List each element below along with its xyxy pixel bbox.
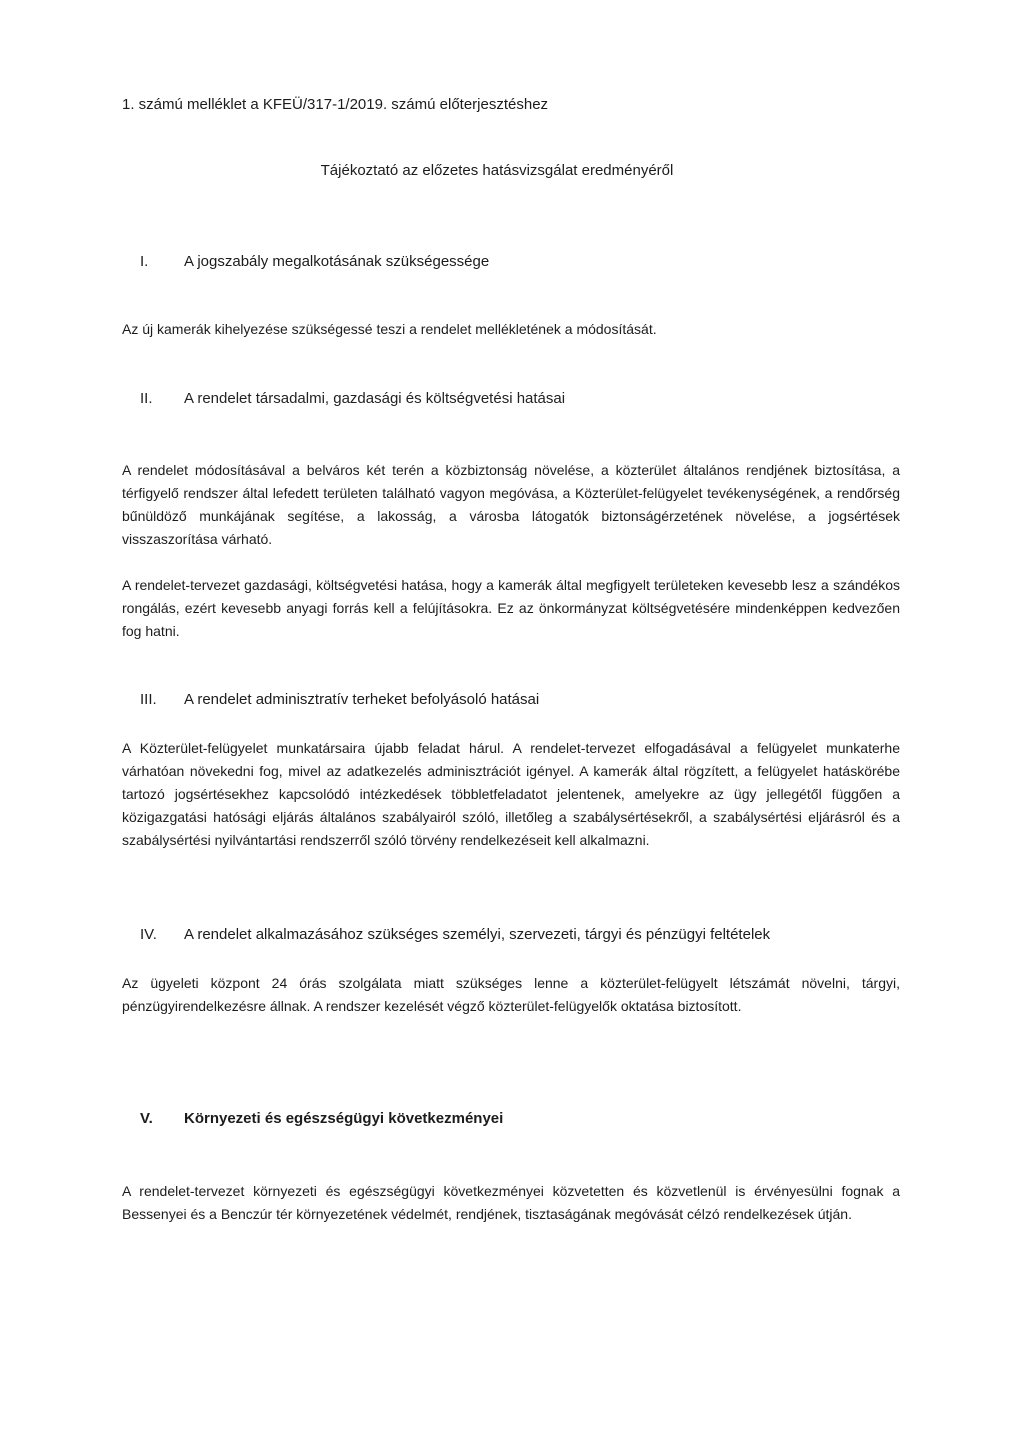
section-title: A rendelet társadalmi, gazdasági és költségvetési hatásai [184, 390, 566, 407]
section-title: A rendelet adminisztratív terheket befolyásoló hatásai [184, 691, 540, 708]
section-4-paragraph-1: Az ügyeleti központ 24 órás szolgálata miatt szükséges lenne a közterület-felügyelt létszámát növelni, tárgyi, pénzügyirendelkezésre állnak. A rendszer kezelését végző közterület-felügyelők oktatása biztosított. [122, 975, 900, 1014]
section-number: III. [140, 691, 157, 708]
section-heading-2 [140, 390, 565, 407]
section-number: IV. [140, 926, 157, 943]
section-3-paragraph-1: A Közterület-felügyelet munkatársaira újabb feladat hárul. A rendelet-tervezet elfogadásával a felügyelet munkaterhe várhatóan növekedni fog, mivel az adatkezelés adminisztrációt igényel. A kamerák által rögzített, a felügyelet hatáskörébe tartozó jogsértésekhez kapcsolódó intézkedések többletfeladatot jelentenek, amelyekre az ügy jellegétől függően a közigazgatási hatósági eljárás általános szabályairól szóló, illetőleg a szabálysértésekről, a szabálysértési eljárásról és a szabálysértési nyilvántartási rendszerről szóló törvény rendelkezéseit kell alkalmazni. [122, 740, 900, 848]
section-number: V. [140, 1110, 153, 1127]
document-title: Tájékoztató az előzetes hatásvizsgálat eredményéről [320, 162, 674, 179]
section-heading-4 [140, 926, 770, 943]
section-number: I. [140, 253, 149, 270]
section-title: Környezeti és egészségügyi következményei [184, 1110, 504, 1127]
section-heading-5 [140, 1110, 503, 1127]
section-2-paragraph-2: A rendelet-tervezet gazdasági, költségvetési hatása, hogy a kamerák által megfigyelt területeken kevesebb lesz a szándékos rongálás, ezért kevesebb anyagi forrás kell a felújításokra. Ez az önkormányzat költségvetésére mindenképpen kedvezően fog hatni. [122, 577, 900, 639]
section-title: A jogszabály megalkotásának szükségessége [184, 253, 490, 270]
document-reference: 1. számú melléklet a KFEÜ/317-1/2019. számú előterjesztéshez [122, 96, 549, 113]
section-number: II. [140, 390, 153, 407]
section-heading-1 [140, 253, 489, 270]
section-5-paragraph-1: A rendelet-tervezet környezeti és egészségügyi következményei közvetetten és közvetlenül is érvényesülni fognak a Bessenyei és a Benczúr tér környezetének védelmét, rendjének, tisztaságának megóvását célzó rendelkezések útján. [122, 1183, 900, 1222]
section-2-paragraph-1: A rendelet módosításával a belváros két terén a közbiztonság növelése, a közterület általános rendjének biztosítása, a térfigyelő rendszer által lefedett területen található vagyon megóvása, a Közterület-felügyelet tevékenységének, a rendőrség bűnüldöző munkájának segítése, a lakosság, a városba látogatók biztonságérzetének növelése, a jogsértések visszaszorítása várható. [122, 462, 900, 547]
section-title: A rendelet alkalmazásához szükséges személyi, szervezeti, tárgyi és pénzügyi feltételek [184, 926, 771, 943]
section-1-paragraph-1: Az új kamerák kihelyezése szükségessé teszi a rendelet mellékletének a módosítását. [122, 321, 657, 337]
section-heading-3 [140, 691, 539, 708]
